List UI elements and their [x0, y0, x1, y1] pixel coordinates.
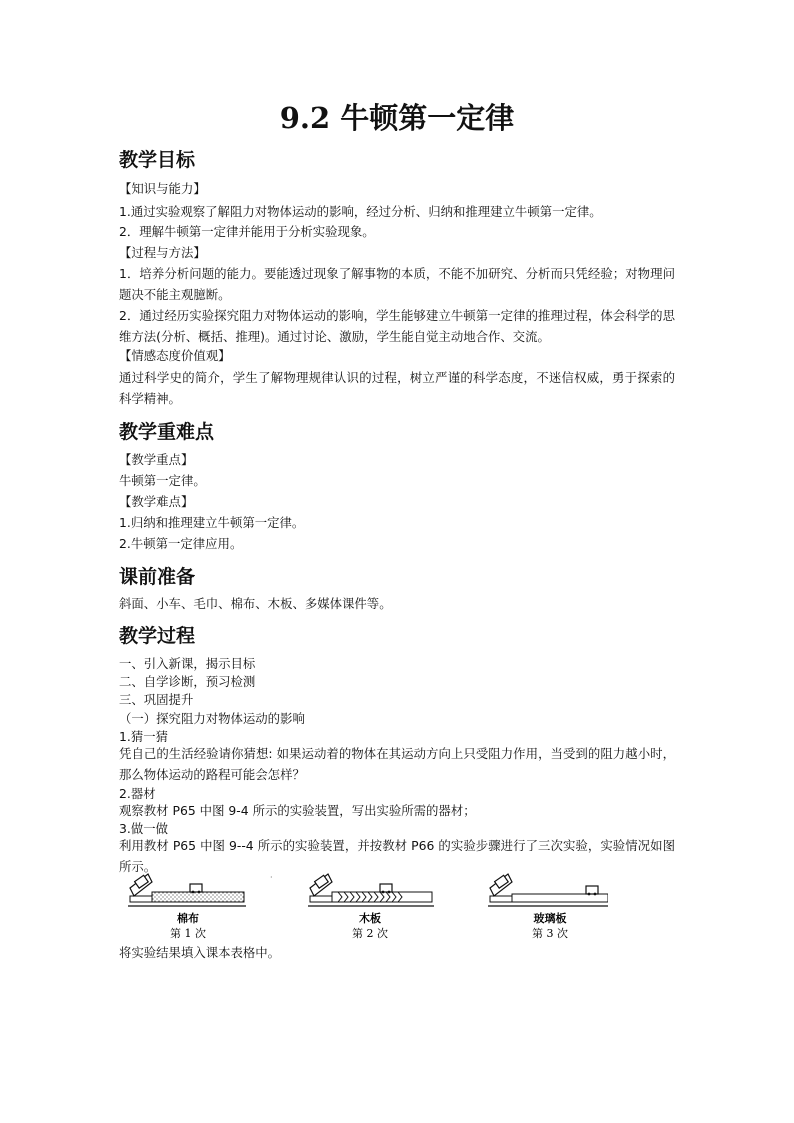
guess-label: 1.猜一猜 [119, 729, 168, 744]
cart-stop-icon [190, 884, 202, 892]
label-difficult-point: 【教学难点】 [119, 494, 194, 509]
glass-surface [512, 894, 608, 902]
knowledge-item-1: 1.通过实验观察了解阻力对物体运动的影响，经过分析、归纳和推理建立牛顿第一定律。 [119, 204, 602, 219]
experiment-panel-cotton [128, 874, 246, 940]
label-process-method: 【过程与方法】 [119, 245, 206, 260]
cart-stop-icon [380, 884, 392, 892]
process-subsection-1: （一）探究阻力对物体运动的影响 [119, 711, 305, 726]
difficult-point-item-2: 2.牛顿第一定律应用。 [119, 536, 243, 551]
do-text: 利用教材 P65 中图 9--4 所示的实验装置，并按教材 P66 的实验步骤进行了三次实验，实验情况如图所示。 [119, 838, 675, 874]
equipment-label: 2.器材 [119, 786, 156, 801]
process-step-1: 一、引入新课，揭示目标 [119, 656, 256, 671]
process-item-2: 2．通过经历实验探究阻力对物体运动的影响，学生能够建立牛顿第一定律的推理过程，体会科学的思维方法(分析、概括、推理)。通过讨论、激励，学生能自觉主动地合作、交流。 [119, 308, 675, 344]
cart-stop-icon [586, 886, 598, 894]
experiment-panel-glass [488, 874, 608, 940]
label-knowledge: 【知识与能力】 [119, 181, 206, 196]
key-point-item-1: 牛顿第一定律。 [119, 473, 206, 488]
heading-teaching-process: 教学过程 [119, 625, 196, 647]
process-item-1: 1．培养分析问题的能力。要能透过现象了解事物的本质，不能不加研究、分析而只凭经验；对物理问题决不能主观臆断。 [119, 266, 675, 302]
difficult-point-item-1: 1.归纳和推理建立牛顿第一定律。 [119, 515, 305, 530]
cotton-surface [152, 892, 244, 902]
process-step-2: 二、自学诊断，预习检测 [119, 674, 256, 689]
label-emotion-values: 【情感态度价值观】 [119, 348, 231, 363]
panel-surface-label: 木板 [359, 912, 381, 925]
heading-teaching-goals: 教学目标 [119, 149, 196, 171]
panel-surface-label: 玻璃板 [533, 912, 567, 925]
page-title: 9.2 牛顿第一定律 [279, 101, 515, 135]
experiment-figure [128, 870, 608, 942]
process-step-3: 三、巩固提升 [119, 692, 194, 707]
guess-text: 凭自己的生活经验请你猜想: 如果运动着的物体在其运动方向上只受阻力作用，当受到的阻力越小时，那么物体运动的路程可能会怎样？ [119, 746, 675, 782]
equipment-text: 观察教材 P65 中图 9-4 所示的实验装置，写出实验所需的器材； [119, 803, 476, 818]
label-key-point: 【教学重点】 [119, 452, 194, 467]
panel-surface-label: 棉布 [177, 912, 199, 925]
panel-trial-label: 第 2 次 [352, 927, 388, 940]
panel-trial-label: 第 3 次 [532, 927, 568, 940]
stray-mark: · [270, 873, 273, 882]
panel-trial-label: 第 1 次 [170, 927, 206, 940]
preparation-text: 斜面、小车、毛巾、棉布、木板、多媒体课件等。 [119, 596, 392, 611]
emotion-item-1: 通过科学史的简介，学生了解物理规律认识的过程，树立严谨的科学态度，不迷信权威，勇于探索的科学精神。 [119, 370, 675, 406]
experiment-panel-wood [308, 874, 434, 940]
ramp-base [130, 896, 152, 902]
heading-key-points: 教学重难点 [119, 421, 215, 443]
wood-surface [332, 892, 432, 902]
fill-table-text: 将实验结果填入课本表格中。 [119, 945, 281, 960]
heading-preparation: 课前准备 [119, 566, 196, 588]
do-label: 3.做一做 [119, 821, 168, 836]
knowledge-item-2: 2．理解牛顿第一定律并能用于分析实验现象。 [119, 224, 375, 239]
